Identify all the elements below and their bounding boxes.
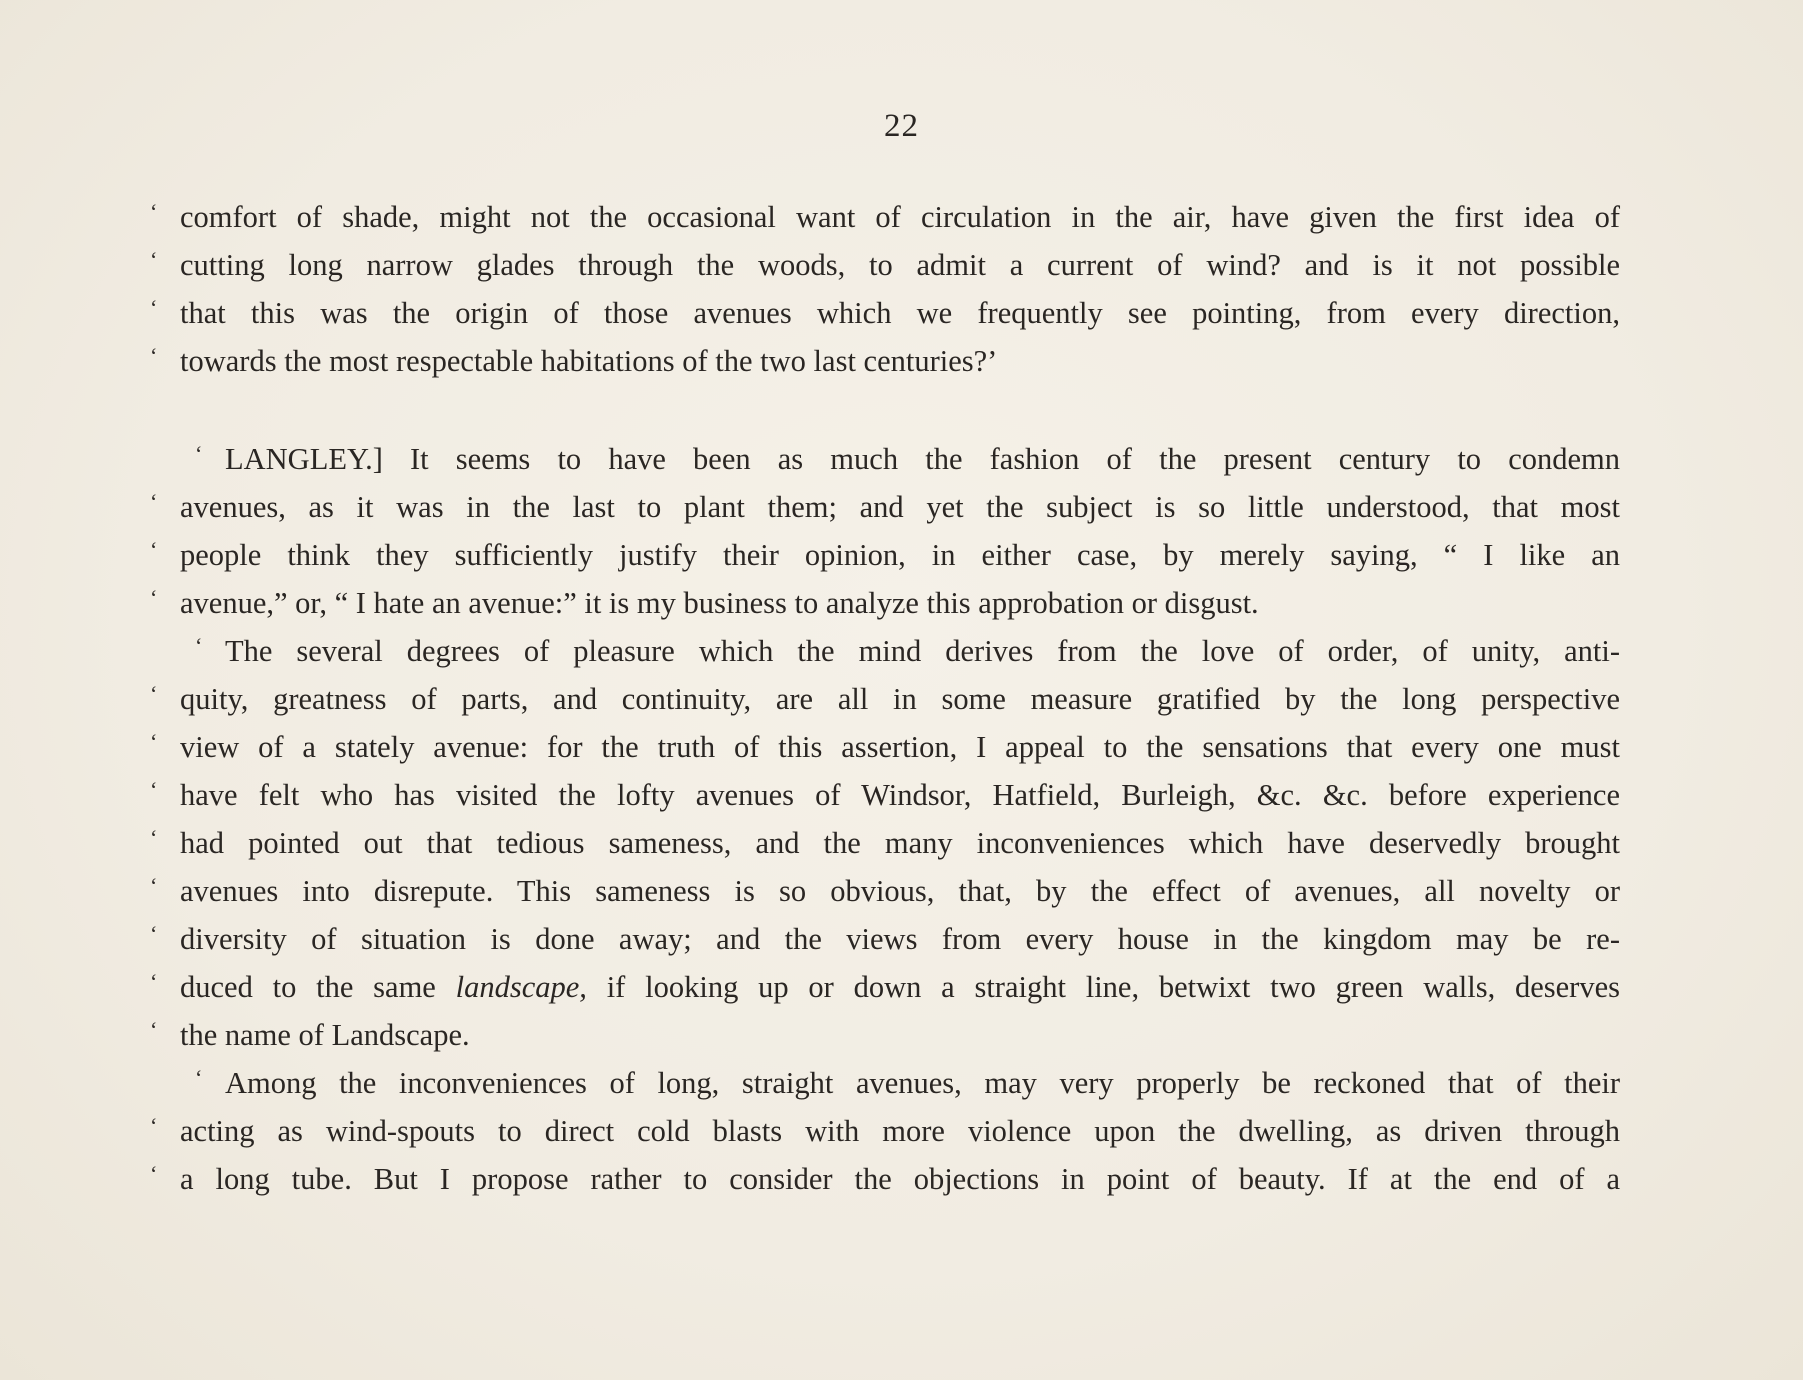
text-line: ‘ avenues, as it was in the last to plant them; and yet the subject is so little understood, that most bbox=[150, 489, 1620, 524]
text-line: ‘ a long tube. But I propose rather to consider the objections in point of beauty. If at the end of a bbox=[150, 1161, 1620, 1196]
text-line: ‘ acting as wind-spouts to direct cold blasts with more violence upon the dwelling, as driven through bbox=[150, 1113, 1620, 1148]
text-line: ‘ The several degrees of pleasure which the mind derives from the love of order, of unity, anti- bbox=[195, 633, 1620, 668]
text-line: ‘ people think they sufficiently justify their opinion, in either case, by merely saying, “ I like an bbox=[150, 537, 1620, 572]
text-line: ‘ cutting long narrow glades through the woods, to admit a current of wind? and is it not possible bbox=[150, 247, 1620, 282]
page-number: 22 bbox=[884, 108, 919, 144]
text-line: ‘ LANGLEY.] It seems to have been as much the fashion of the present century to condemn bbox=[195, 441, 1620, 476]
text-line: ‘ Among the inconveniences of long, straight avenues, may very properly be reckoned that of their bbox=[195, 1065, 1620, 1100]
text-line: ‘ comfort of shade, might not the occasional want of circulation in the air, have given the first idea of bbox=[150, 199, 1620, 234]
text-line: ‘ have felt who has visited the lofty avenues of Windsor, Hatfield, Burleigh, &c. &c. before experience bbox=[150, 777, 1620, 812]
text-line: ‘ quity, greatness of parts, and continuity, are all in some measure gratified by the long perspective bbox=[150, 681, 1620, 716]
text-line: ‘ avenues into disrepute. This sameness is so obvious, that, by the effect of avenues, all novelty or bbox=[150, 873, 1620, 908]
text-line: ‘ avenue,” or, “ I hate an avenue:” it is my business to analyze this approbation or disgust. bbox=[150, 585, 1259, 620]
text-line: ‘ that this was the origin of those avenues which we frequently see pointing, from every direction, bbox=[150, 295, 1620, 330]
text-line: ‘ towards the most respectable habitations of the two last centuries?’ bbox=[150, 343, 998, 378]
text-line: ‘ had pointed out that tedious sameness, and the many inconveniences which have deservedly brought bbox=[150, 825, 1620, 860]
text-line: ‘ the name of Landscape. bbox=[150, 1017, 470, 1052]
text-line: ‘ view of a stately avenue: for the truth of this assertion, I appeal to the sensations that every one must bbox=[150, 729, 1620, 764]
text-line: ‘ diversity of situation is done away; and the views from every house in the kingdom may be re- bbox=[150, 921, 1620, 956]
text-line: ‘ duced to the same landscape, if looking up or down a straight line, betwixt two green walls, deserves bbox=[150, 969, 1620, 1004]
italic-word: landscape, bbox=[455, 970, 587, 1004]
